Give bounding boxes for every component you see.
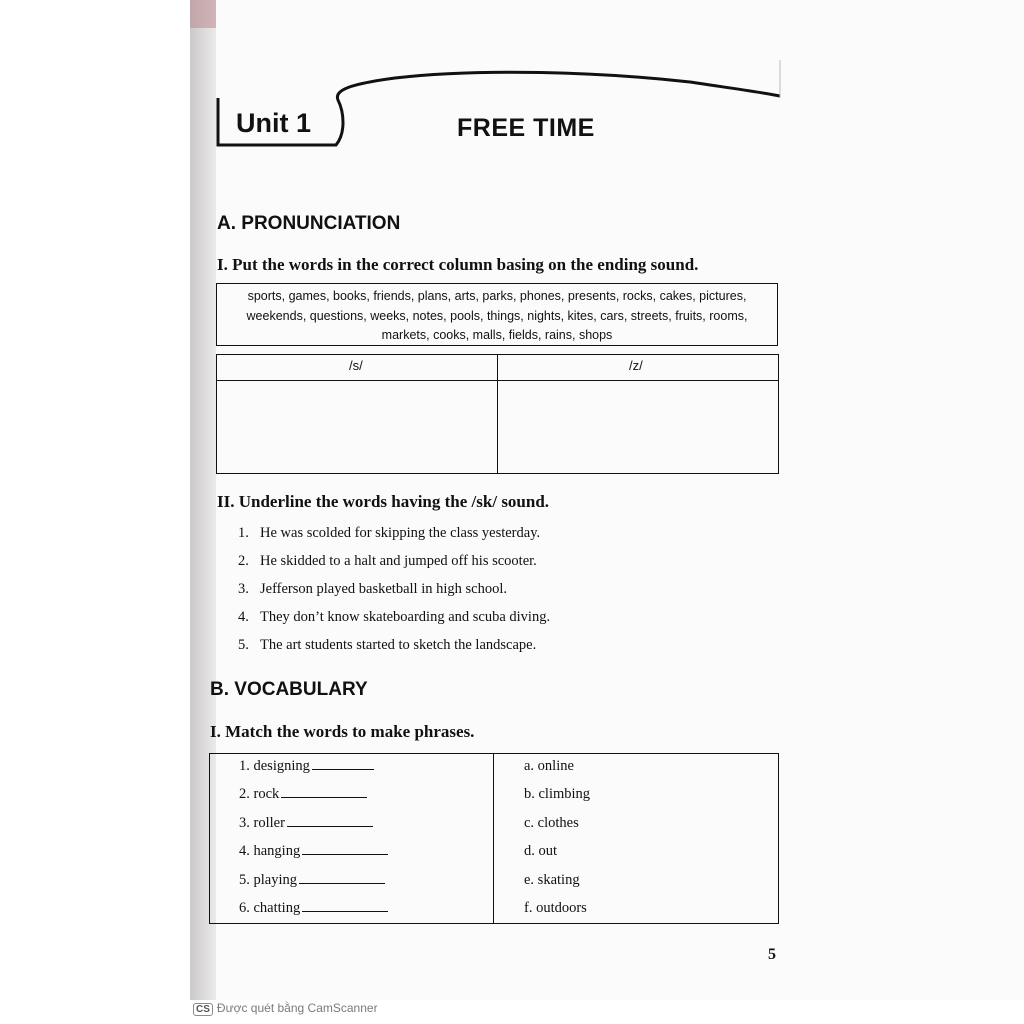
match-left-item — [239, 815, 373, 832]
camscanner-watermark — [193, 1001, 378, 1016]
answer-blank[interactable] — [312, 768, 374, 770]
sound-sorting-table — [216, 354, 779, 474]
column-header-s: /s/ — [349, 358, 363, 373]
match-left-item — [239, 872, 385, 889]
task-a1-title: I. Put the words in the correct column basing on the ending sound. — [217, 255, 699, 274]
table-header-rule — [217, 380, 778, 381]
watermark-text: Được quét bằng CamScanner — [216, 1001, 378, 1015]
match-left-text: 5. playing — [239, 872, 297, 888]
section-a-heading: A. PRONUNCIATION — [217, 213, 401, 234]
match-left-item — [239, 758, 374, 775]
sentence-item — [238, 553, 537, 570]
camscanner-logo-icon: CS — [193, 1003, 213, 1016]
answer-blank[interactable] — [302, 910, 388, 912]
answer-blank[interactable] — [299, 882, 385, 884]
sentence-text: He skidded to a halt and jumped off his scooter. — [260, 553, 537, 569]
unit-header-frame — [0, 0, 1024, 200]
answer-blank[interactable] — [287, 825, 373, 827]
word-bank — [216, 283, 778, 346]
match-left-item — [239, 786, 367, 803]
word-bank-line: sports, games, books, friends, plans, arts, parks, phones, presents, rocks, cakes, pictures, — [247, 289, 747, 303]
sentence-number: 2. — [238, 553, 249, 569]
match-right-item: b. climbing — [524, 786, 591, 802]
matching-table — [209, 753, 779, 924]
word-bank-line: markets, cooks, malls, fields, rains, shops — [381, 328, 613, 342]
sentence-text: He was scolded for skipping the class yesterday. — [260, 525, 541, 541]
column-header-z: /z/ — [629, 358, 643, 373]
sentence-item — [238, 609, 550, 626]
sentence-text: The art students started to sketch the landscape. — [260, 637, 537, 653]
match-left-text: 3. roller — [239, 815, 285, 831]
sentence-item — [238, 637, 536, 654]
match-right-item: c. clothes — [524, 815, 579, 831]
match-right-item: e. skating — [524, 872, 580, 888]
sentence-number: 1. — [238, 525, 249, 541]
task-b1-title: I. Match the words to make phrases. — [210, 722, 475, 741]
match-left-text: 1. designing — [239, 758, 310, 774]
match-left-text: 2. rock — [239, 786, 280, 802]
match-left-text: 4. hanging — [239, 843, 301, 859]
table-divider — [497, 355, 498, 473]
sentence-item — [238, 581, 507, 598]
unit-title: FREE TIME — [457, 114, 595, 142]
answer-blank[interactable] — [281, 796, 367, 798]
match-left-item — [239, 900, 388, 917]
match-right-item: f. outdoors — [524, 900, 587, 916]
task-a2-title: II. Underline the words having the /sk/ sound. — [217, 492, 550, 511]
answer-blank[interactable] — [302, 853, 388, 855]
sentence-number: 3. — [238, 581, 249, 597]
unit-number: Unit 1 — [236, 108, 312, 138]
word-bank-line: weekends, questions, weeks, notes, pools, things, nights, kites, cars, streets, fruits, rooms, — [246, 308, 748, 323]
match-left-item — [239, 843, 388, 860]
section-b-heading: B. VOCABULARY — [210, 679, 368, 700]
page-number: 5 — [768, 946, 776, 963]
match-right-item: d. out — [524, 843, 558, 859]
table-divider — [493, 754, 494, 923]
match-left-text: 6. chatting — [239, 900, 301, 916]
match-right-item: a. online — [524, 758, 574, 774]
sentence-number: 5. — [238, 637, 249, 653]
sentence-item — [238, 525, 540, 542]
sentence-text: They don’t know skateboarding and scuba diving. — [260, 609, 551, 625]
sentence-text: Jefferson played basketball in high school. — [260, 581, 507, 597]
sentence-number: 4. — [238, 609, 249, 625]
